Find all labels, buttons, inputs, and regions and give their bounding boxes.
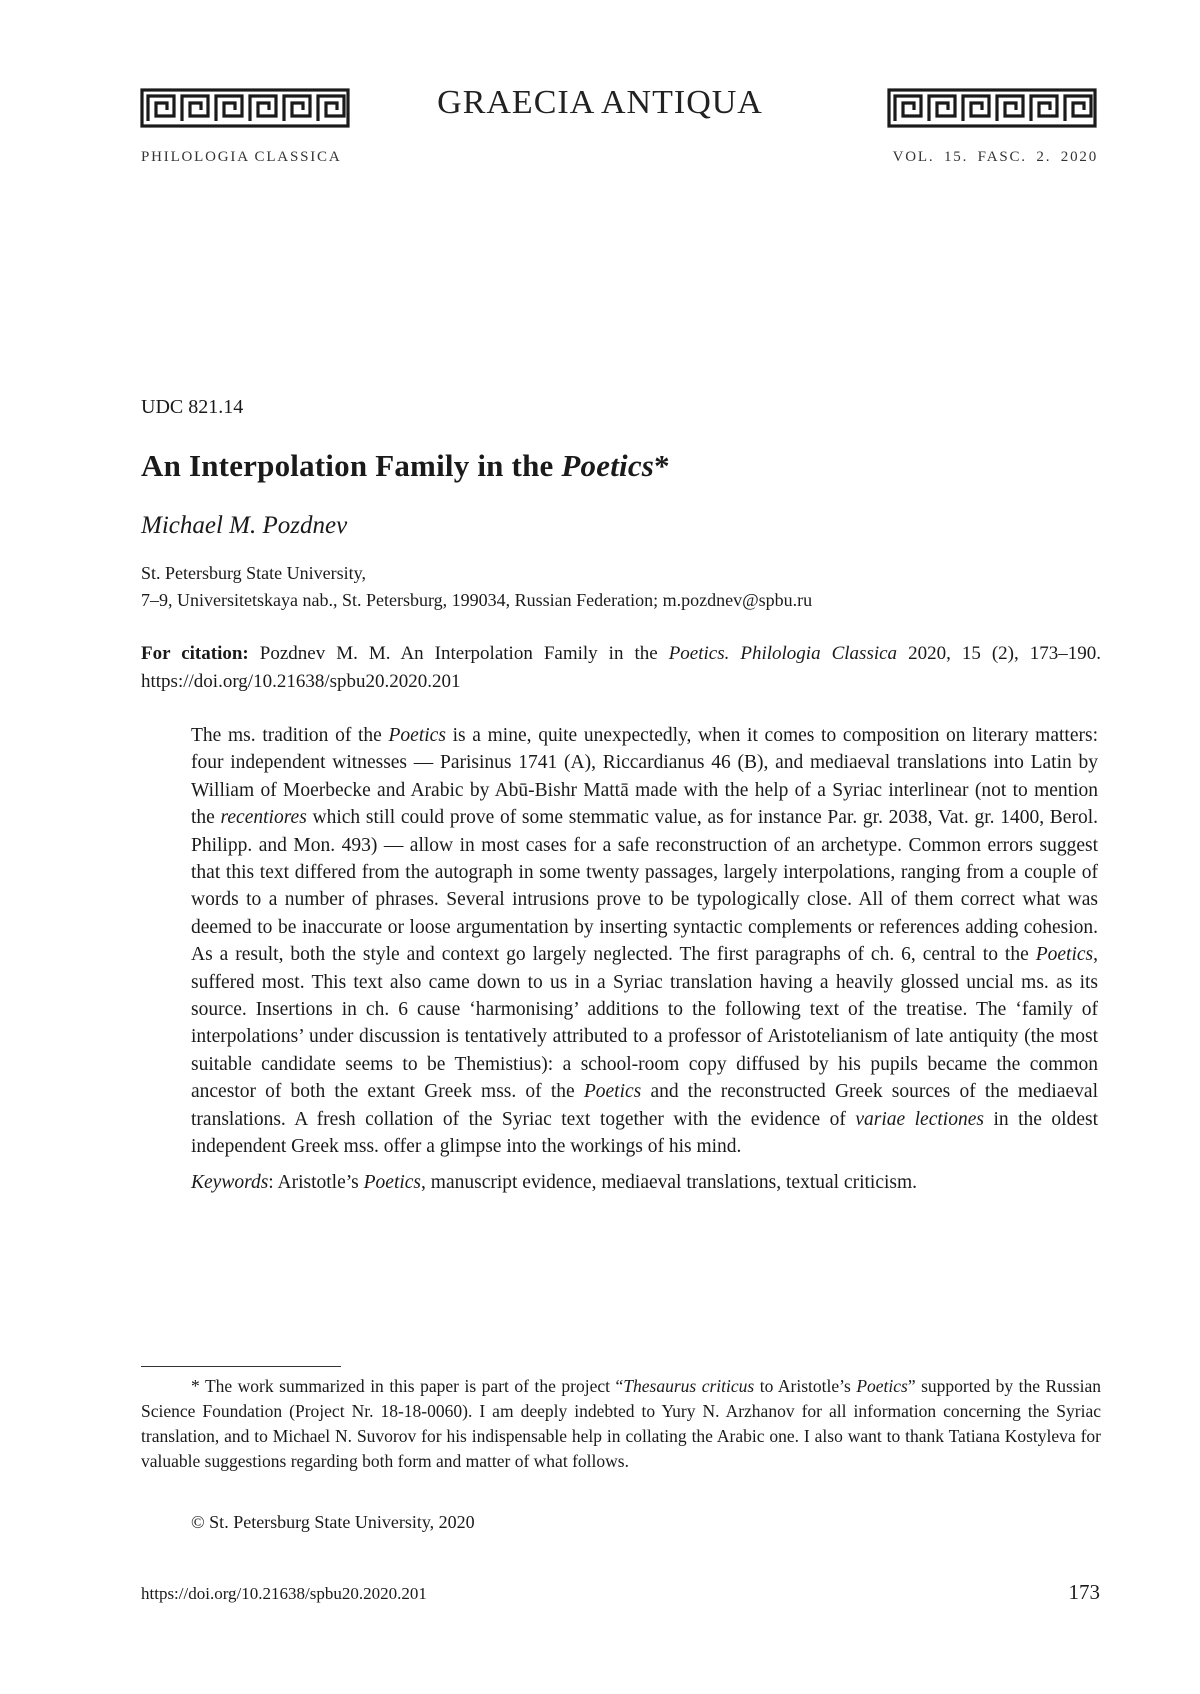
- abstract-text: , suffered most. This text also came down to us in a Syriac translation having a heavily glossed uncial ms. as its source. Insertions in ch. 6 cause ‘harmonising’ additions to the following text of the treatise. The ‘family of interpolations’ under discussion is tentatively attributed to a professor of Aristotelianism of late antiquity (the most suitable candidate seems to be Themistius): a school-room copy diffused by his pupils became the common ancestor of both the extant Greek mss. of the: [191, 944, 1098, 1103]
- footnote-text: ” supported by the Russian Science Foundation (Project Nr. 18-18-0060). I am deeply indebted to Yury N. Arzhanov for all information concerning the Syriac translation, and to Michael N. Suvorov for his indispensable help in collating the Arabic one. I also want to thank Tatiana Kostyleva for valuable suggestions regarding both form and matter of what follows.: [141, 1376, 1101, 1471]
- abstract-text: is a mine, quite unexpectedly, when it comes to composition on literary matters: four independent witnesses — Parisinus 1741 (A), Riccardianus 46 (B), and mediaeval translations into Latin by William of Moerbecke and Arabic by Abū-Bishr Mattā made with the help of a Syriac interlinear (not to mention the: [191, 725, 1098, 829]
- keywords: [191, 1169, 1098, 1196]
- citation-text: 2020, 15 (2), 173–190. https://doi.org/10.21638/spbu20.2020.201: [141, 643, 1101, 692]
- footnote-text: * The work summarized in this paper is part of the project “: [191, 1376, 624, 1396]
- affiliation-line: 7–9, Universitetskaya nab., St. Petersburg, 199034, Russian Federation; m.pozdnev@spbu.ru: [141, 590, 813, 610]
- journal-header: [0, 0, 1200, 180]
- citation-label: For citation:: [141, 643, 249, 664]
- footnote-italic: Poetics: [856, 1376, 908, 1396]
- abstract-text: The ms. tradition of the: [191, 725, 389, 746]
- footnote-text: to Aristotle’s: [754, 1376, 857, 1396]
- affiliation-line: St. Petersburg State University,: [141, 563, 366, 583]
- copyright-notice: © St. Petersburg State University, 2020: [191, 1512, 475, 1532]
- article-title: [141, 448, 1101, 484]
- author-name: Michael M. Pozdnev: [141, 512, 348, 539]
- abstract-italic: recentiores: [220, 807, 307, 829]
- udc-code: UDC 821.14: [141, 396, 244, 418]
- keywords-italic: Poetics: [363, 1171, 422, 1193]
- greek-key-meander-icon: [887, 88, 1097, 128]
- abstract-paragraph: [191, 722, 1098, 1161]
- footnote-mark: *: [654, 448, 670, 483]
- citation-block: [141, 640, 1101, 696]
- abstract-text: in the oldest independent Greek mss. offer a glimpse into the workings of his mind.: [191, 1108, 1098, 1158]
- abstract-text: and the reconstructed Greek sources of the mediaeval translations. A fresh collation of the Syriac text together with the evidence of: [191, 1081, 1098, 1130]
- abstract-italic: Poetics: [388, 725, 446, 746]
- journal-title: GRAECIA ANTIQUA: [437, 84, 763, 121]
- keywords-text: : Aristotle’s: [268, 1171, 364, 1193]
- abstract-italic: variae lectiones: [855, 1108, 984, 1130]
- footnote: [141, 1374, 1101, 1474]
- abstract-text: which still could prove of some stemmatic value, as for instance Par. gr. 2038, Vat. gr. 1400, Berol. Philipp. and Mon. 493) — allow in most cases for a safe reconstruction of an archetype. Common errors suggest that this text differed from the autograph in some twenty passages, largely interpolations, ranging from a couple of words to a number of phrases. Several intrusions prove to be typologically close. All of them correct what was deemed to be inaccurate or loose argumentation by inserting syntactic complements or references adding cohesion. As a result, both the style and context go largely neglected. The first paragraphs of ch. 6, central to the: [191, 807, 1098, 966]
- abstract-italic: Poetics: [1035, 944, 1094, 966]
- affiliation: [141, 560, 1101, 614]
- abstract-italic: Poetics: [583, 1081, 642, 1103]
- keywords-label: Keywords: [191, 1171, 269, 1193]
- title-text: An Interpolation Family in the: [141, 448, 562, 483]
- page-number: 173: [1068, 1580, 1100, 1604]
- footnote-italic: Thesaurus criticus: [623, 1376, 755, 1396]
- keywords-text: , manuscript evidence, mediaeval translations, textual criticism.: [421, 1171, 918, 1193]
- footer-doi: https://doi.org/10.21638/spbu20.2020.201: [141, 1584, 427, 1603]
- citation-text: Pozdnev M. M. An Interpolation Family in the: [248, 643, 669, 664]
- citation-italic: Poetics. Philologia Classica: [668, 643, 898, 664]
- volume-label: VOL. 15. FASC. 2. 2020: [892, 149, 1098, 165]
- title-italic: Poetics: [561, 448, 655, 483]
- series-label: PHILOLOGIA CLASSICA: [141, 149, 342, 165]
- abstract: [191, 722, 1098, 1196]
- footnote-divider: [141, 1366, 341, 1367]
